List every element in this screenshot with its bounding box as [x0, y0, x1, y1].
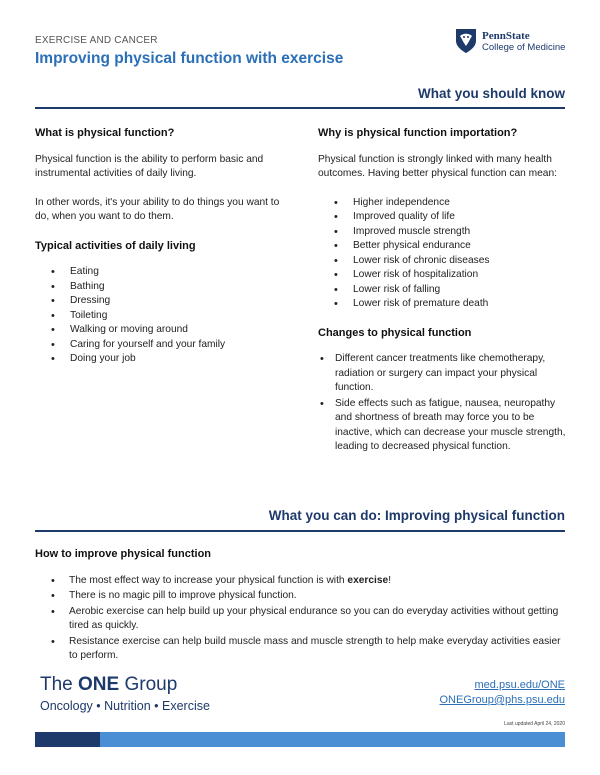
shield-icon: [455, 28, 477, 54]
improve-heading: How to improve physical function: [35, 548, 212, 560]
brand-one: ONE: [78, 674, 120, 695]
plain-definition-paragraph: In other words, it's your ability to do things you want to do, when you want to do them.: [35, 196, 280, 222]
bullet-emphasis: exercise: [347, 574, 389, 586]
page-title: Improving physical function with exercise: [35, 50, 344, 67]
list-item: • Walking or moving around: [35, 323, 285, 338]
list-item: • Improved quality of life: [318, 210, 568, 225]
definition-paragraph: Physical function is the ability to perform basic and instrumental activities of daily living.: [35, 153, 264, 179]
list-item: • Lower risk of falling: [318, 283, 568, 298]
list-item: • Doing your job: [35, 352, 285, 367]
list-item: • Improved muscle strength: [318, 225, 568, 240]
brand-name: [40, 674, 210, 696]
bullet-text: The most effect way to increase your physical function is with: [69, 574, 348, 586]
brand-the: The: [40, 674, 79, 695]
importance-paragraph: Physical function is strongly linked with many health outcomes. Having better physical function can mean:: [318, 153, 557, 179]
list-item: • Eating: [35, 265, 285, 280]
bullet-suffix: !: [388, 574, 392, 586]
section-heading-know: What you should know: [35, 86, 565, 109]
section-heading-do: What you can do: Improving physical function: [35, 508, 565, 532]
footer-bar-dark: [35, 732, 100, 747]
logo-subtitle: College of Medicine: [482, 42, 566, 53]
footer-bar: [35, 732, 565, 747]
list-item: [35, 574, 570, 589]
changes-heading: Changes to physical function: [318, 326, 472, 339]
list-item: • There is no magic pill to improve physical function.: [35, 589, 570, 604]
brand-tagline: Oncology • Nutrition • Exercise: [40, 699, 210, 713]
list-item: • Dressing: [35, 294, 285, 309]
list-item: • Lower risk of hospitalization: [318, 268, 568, 283]
list-item: • Resistance exercise can help build muscle mass and muscle strength to help make everyday activities easier to perform.: [35, 635, 570, 664]
improve-list: [35, 574, 570, 664]
brand-group: Group: [119, 674, 178, 695]
pennstate-logo: [455, 28, 575, 58]
right-column: [318, 126, 568, 467]
changes-list: [318, 352, 568, 455]
list-item: • Different cancer treatments like chemotherapy, radiation or surgery can impact your physical function.: [318, 352, 568, 396]
list-item: • Bathing: [35, 280, 285, 295]
list-item: • Lower risk of premature death: [318, 297, 568, 312]
kicker: EXERCISE AND CANCER: [35, 35, 158, 46]
left-column: [35, 126, 285, 381]
list-item: • Better physical endurance: [318, 239, 568, 254]
logo-name: PennState: [482, 30, 530, 42]
website-link[interactable]: med.psu.edu/ONE: [474, 679, 565, 691]
list-item: • Aerobic exercise can help build up your physical endurance so you can do everyday activities without getting tired as quickly.: [35, 605, 570, 634]
footer-bar-light: [100, 732, 565, 747]
list-item: • Toileting: [35, 309, 285, 324]
list-item: • Caring for yourself and your family: [35, 338, 285, 353]
last-updated: Last updated April 24, 2020: [504, 721, 565, 727]
contact-links: [439, 678, 565, 708]
list-item: • Lower risk of chronic diseases: [318, 254, 568, 269]
benefits-list: [318, 196, 568, 312]
email-link[interactable]: ONEGroup@phs.psu.edu: [439, 694, 565, 706]
activities-list: [35, 265, 285, 367]
question-why: Why is physical function importation?: [318, 127, 518, 139]
question-what: What is physical function?: [35, 127, 175, 139]
improve-section: [35, 547, 570, 665]
list-item: • Higher independence: [318, 196, 568, 211]
list-item: • Side effects such as fatigue, nausea, neuropathy and shortness of breath may force you to be inactive, which can decrease your muscle strength, leading to decreased physical function.: [318, 397, 568, 455]
activities-heading: Typical activities of daily living: [35, 239, 196, 252]
one-group-brand: [40, 674, 210, 713]
